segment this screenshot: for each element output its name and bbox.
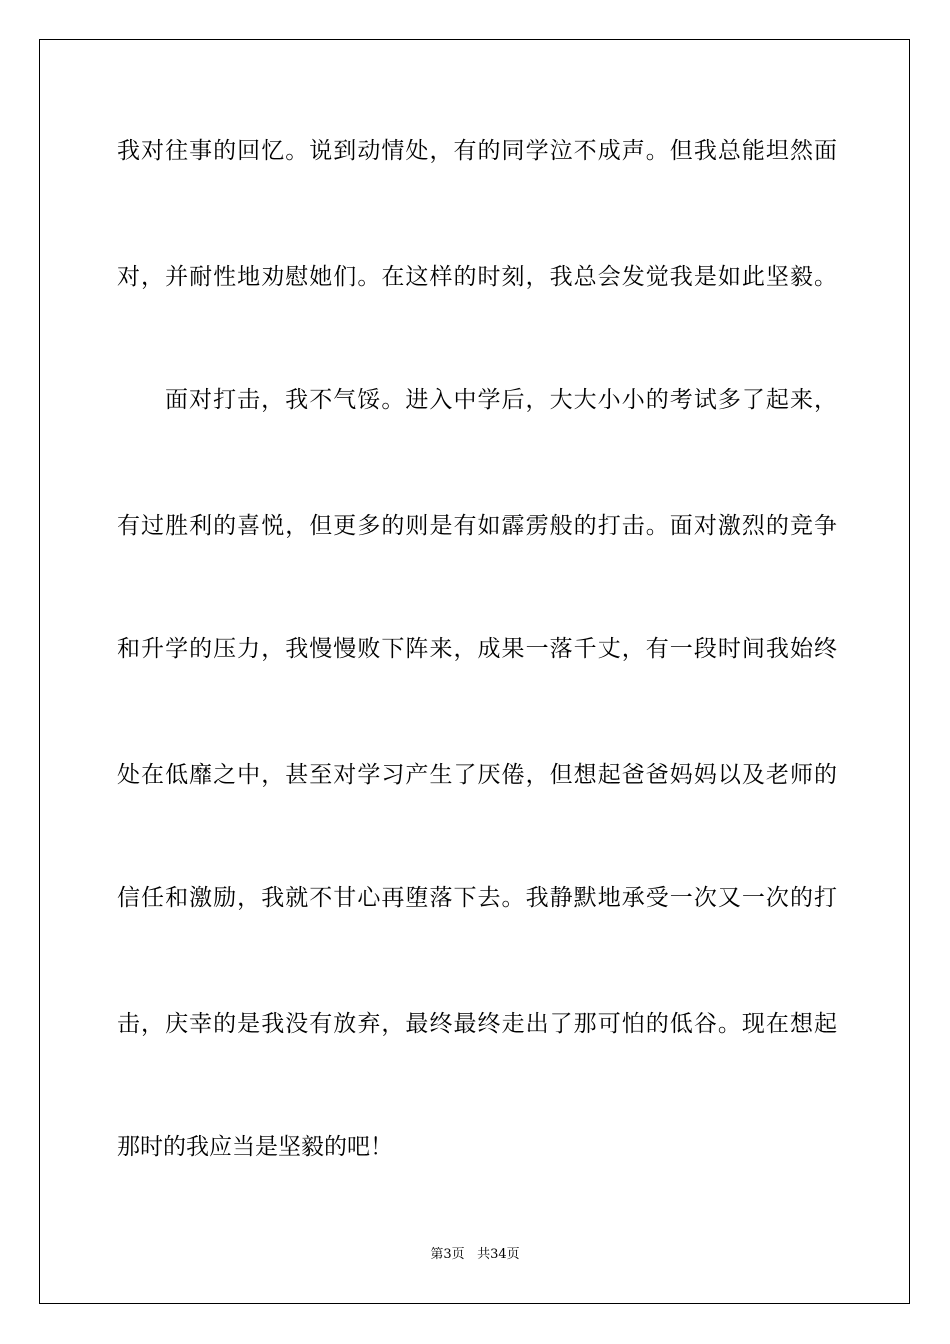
paragraph-line-7: 信任和激励，我就不甘心再堕落下去。我静默地承受一次又一次的打 (117, 885, 837, 911)
paragraph-line-9: 那时的我应当是坚毅的吧！ (117, 1134, 393, 1160)
paragraph-line-5: 和升学的压力，我慢慢败下阵来，成果一落千丈，有一段时间我始终 (117, 636, 837, 662)
paragraph-line-8: 击，庆幸的是我没有放弃，最终最终走出了那可怕的低谷。现在想起 (117, 1011, 837, 1037)
page-border (39, 39, 910, 1304)
paragraph-line-1: 我对往事的回忆。说到动情处，有的同学泣不成声。但我总能坦然面 (117, 138, 837, 164)
page-total: 共34页 (477, 1247, 520, 1262)
paragraph-line-2: 对，并耐性地劝慰她们。在这样的时刻，我总会发觉我是如此坚毅。 (117, 264, 837, 290)
paragraph-line-3: 面对打击，我不气馁。进入中学后，大大小小的考试多了起来， (165, 387, 837, 413)
paragraph-line-4: 有过胜利的喜悦，但更多的则是有如霹雳般的打击。面对激烈的竞争 (117, 513, 837, 539)
page-number: 第3页 (430, 1247, 465, 1262)
page-footer (0, 1246, 950, 1264)
paragraph-line-6: 处在低靡之中，甚至对学习产生了厌倦，但想起爸爸妈妈以及老师的 (117, 762, 837, 788)
